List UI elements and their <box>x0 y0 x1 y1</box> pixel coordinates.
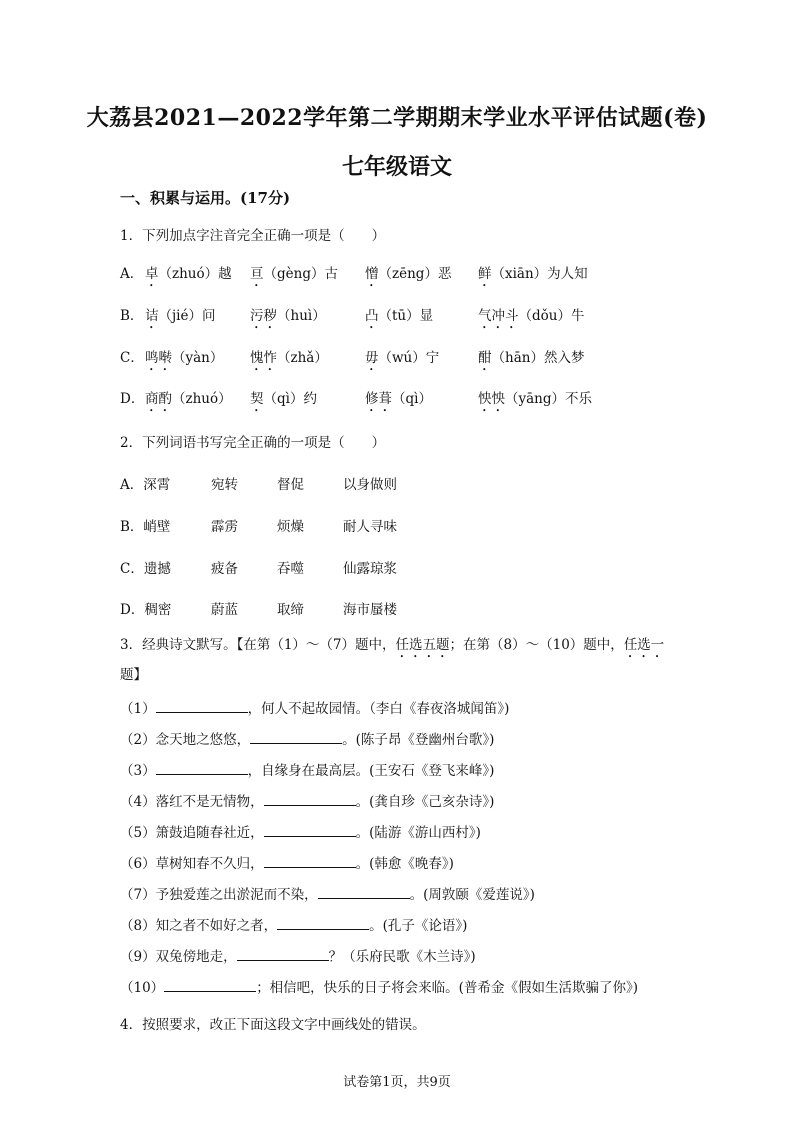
q1-option-pinyin: （zhuó） <box>172 391 232 407</box>
answer-blank[interactable] <box>237 948 329 961</box>
question-3-emphasis-1: 任选五题 <box>395 637 450 653</box>
q1-option-char: 鲜 <box>478 266 492 282</box>
exam-subtitle: 七年级语文 <box>341 154 452 180</box>
q2-option-label: D．稠密 <box>120 602 172 618</box>
q1-option-item <box>250 262 338 290</box>
q1-option-pinyin: （qì） <box>392 391 432 407</box>
q1-option-char: 憎 <box>365 266 379 282</box>
question-3-stem-end: 题】 <box>120 667 147 683</box>
poem-fill-line <box>120 697 509 717</box>
q1-option-label: C． <box>120 350 144 366</box>
q1-option-item <box>478 262 588 290</box>
q1-option-item <box>478 387 592 415</box>
q1-option-item <box>365 346 439 374</box>
answer-blank[interactable] <box>318 886 410 899</box>
answer-blank[interactable] <box>277 917 369 930</box>
q2-option-word: 蔚蓝 <box>211 602 238 618</box>
q2-option-word: 霹雳 <box>211 519 238 535</box>
q2-option-word: 疲备 <box>211 561 238 577</box>
q1-option-item <box>365 262 451 290</box>
q1-option-char: 污秽 <box>250 308 277 324</box>
q2-option-word: 以身做则 <box>343 477 397 493</box>
q2-option-word: 烦燥 <box>277 519 304 535</box>
q1-option-char: 诘 <box>145 308 159 324</box>
q2-option-word: 宛转 <box>211 477 238 493</box>
poem-fill-line <box>120 852 454 872</box>
poem-fill-line <box>120 883 535 903</box>
q1-option-label: D． <box>120 391 145 407</box>
q1-option-label: B． <box>120 308 144 324</box>
q1-option-pinyin: （yàn） <box>172 350 224 366</box>
q2-option-label: B．峭壁 <box>120 519 171 535</box>
poem-fill-line <box>120 914 467 934</box>
poem-line-suffix: 。(陆游《游山西村》) <box>355 825 481 841</box>
answer-blank[interactable] <box>250 731 342 744</box>
q1-option-item <box>365 387 432 415</box>
q1-option-char: 凸 <box>365 308 379 324</box>
q1-option-char: 亘 <box>250 266 264 282</box>
poem-line-prefix: （7）予独爱莲之出淤泥而不染， <box>120 887 318 903</box>
q1-option-item <box>145 304 216 332</box>
question-4-stem: 4．按照要求，改正下面这段文字中画线处的错误。 <box>120 1017 426 1033</box>
q1-option-char: 毋 <box>365 350 379 366</box>
q1-option-pinyin: （xiān）为人知 <box>491 266 588 282</box>
question-3-emphasis-2: 任选一 <box>623 637 665 653</box>
poem-fill-line <box>120 821 481 841</box>
q1-option-pinyin: （yāng）不乐 <box>505 391 593 407</box>
q1-option-item <box>250 304 326 332</box>
q1-option-pinyin: （wú）宁 <box>378 350 440 366</box>
q1-option-item <box>145 387 232 415</box>
q1-option-pinyin: （hān）然入梦 <box>491 350 585 366</box>
poem-line-suffix: 。(韩愈《晚春》) <box>355 856 454 872</box>
q2-option-label: A．深霄 <box>120 477 171 493</box>
q1-option-label: A． <box>120 266 144 282</box>
q1-option-char: 商酌 <box>145 391 172 407</box>
question-3-stem-b: ；在第（8）～（10）题中， <box>449 637 624 653</box>
section-heading: 一、积累与运用。(17分) <box>120 189 291 207</box>
q1-option-item <box>250 387 317 415</box>
q2-option-label: C．遗撼 <box>120 561 171 577</box>
question-2-stem: 2．下列词语书写完全正确的一项是（ ） <box>120 435 386 451</box>
q1-option-char: 酣 <box>478 350 492 366</box>
exam-title: 大荔县2021—2022学年第二学期期末学业水平评估试题(卷) <box>86 105 708 131</box>
q2-option-word: 耐人寻味 <box>343 519 397 535</box>
q1-option-pinyin: （zhuó）越 <box>158 266 232 282</box>
poem-line-suffix: 。(孔子《论语》) <box>369 918 468 934</box>
poem-line-suffix: ；相信吧，快乐的日子将会来临。(普希金《假如生活欺骗了你》) <box>256 980 638 996</box>
poem-line-prefix: （9）双兔傍地走， <box>120 949 237 965</box>
q2-option-word: 督促 <box>277 477 304 493</box>
q2-option-word: 取缔 <box>277 602 304 618</box>
poem-line-suffix: 。(周敦颐《爱莲说》) <box>409 887 535 903</box>
answer-blank[interactable] <box>156 700 248 713</box>
answer-blank[interactable] <box>264 855 356 868</box>
poem-line-suffix: ？（乐府民歌《木兰诗》) <box>328 949 476 965</box>
poem-line-suffix: 。(陈子昂《登幽州台歌》) <box>342 732 495 748</box>
q1-option-pinyin: （qì）约 <box>263 391 317 407</box>
q1-option-item <box>478 346 584 374</box>
q1-option-pinyin: （dǒu）牛 <box>518 308 585 324</box>
q2-option-word: 吞噬 <box>277 561 304 577</box>
poem-line-prefix: （4）落红不是无情物， <box>120 794 264 810</box>
page-footer: 试卷第1页，共9页 <box>343 1075 451 1090</box>
q2-option-word: 海市蜃楼 <box>343 602 397 618</box>
q1-option-char: 鸣啭 <box>145 350 172 366</box>
poem-line-prefix: （3） <box>120 763 156 779</box>
poem-line-prefix: （6）草树知春不久归， <box>120 856 264 872</box>
q1-option-item <box>145 262 232 290</box>
q1-option-item <box>250 346 328 374</box>
poem-fill-line <box>120 976 638 996</box>
q1-option-item <box>365 304 433 332</box>
poem-fill-line <box>120 728 494 748</box>
poem-line-prefix: （10） <box>120 980 165 996</box>
q1-option-char: 气冲斗 <box>478 308 519 324</box>
q2-option-word: 仙露琼浆 <box>343 561 397 577</box>
question-3-stem-a: 3．经典诗文默写。【在第（1）～（7）题中， <box>120 637 396 653</box>
q1-option-char: 契 <box>250 391 264 407</box>
q1-option-item <box>145 346 223 374</box>
poem-line-prefix: （2）念天地之悠悠， <box>120 732 251 748</box>
q1-option-item <box>478 304 584 332</box>
q1-option-char: 怏怏 <box>478 391 505 407</box>
question-3-stem <box>120 633 664 661</box>
q1-option-pinyin: （jié）问 <box>158 308 216 324</box>
q1-option-pinyin: （zhǎ） <box>277 350 328 366</box>
q1-option-pinyin: （tū）显 <box>378 308 434 324</box>
q1-option-pinyin: （zēng）恶 <box>378 266 452 282</box>
q1-option-char: 卓 <box>145 266 159 282</box>
poem-fill-line <box>120 759 494 779</box>
poem-fill-line <box>120 790 494 810</box>
poem-line-suffix: ，何人不起故园情。（李白《春夜洛城闻笛》) <box>247 701 510 717</box>
poem-line-prefix: （5）箫鼓追随春社近， <box>120 825 264 841</box>
answer-blank[interactable] <box>264 824 356 837</box>
question-1-stem: 1．下列加点字注音完全正确一项是（ ） <box>120 228 386 244</box>
poem-line-prefix: （8）知之者不如好之者， <box>120 918 278 934</box>
q1-option-char: 修葺 <box>365 391 392 407</box>
q1-option-pinyin: （gèng）古 <box>263 266 338 282</box>
answer-blank[interactable] <box>264 793 356 806</box>
poem-line-suffix: 。(龚自珍《己亥杂诗》) <box>355 794 495 810</box>
poem-fill-line <box>120 945 476 965</box>
answer-blank[interactable] <box>164 979 256 992</box>
poem-line-prefix: （1） <box>120 701 156 717</box>
poem-line-suffix: ，自缘身在最高层。(王安石《登飞来峰》) <box>247 763 495 779</box>
q1-option-pinyin: （huì） <box>277 308 326 324</box>
q1-option-char: 愧怍 <box>250 350 277 366</box>
answer-blank[interactable] <box>156 762 248 775</box>
